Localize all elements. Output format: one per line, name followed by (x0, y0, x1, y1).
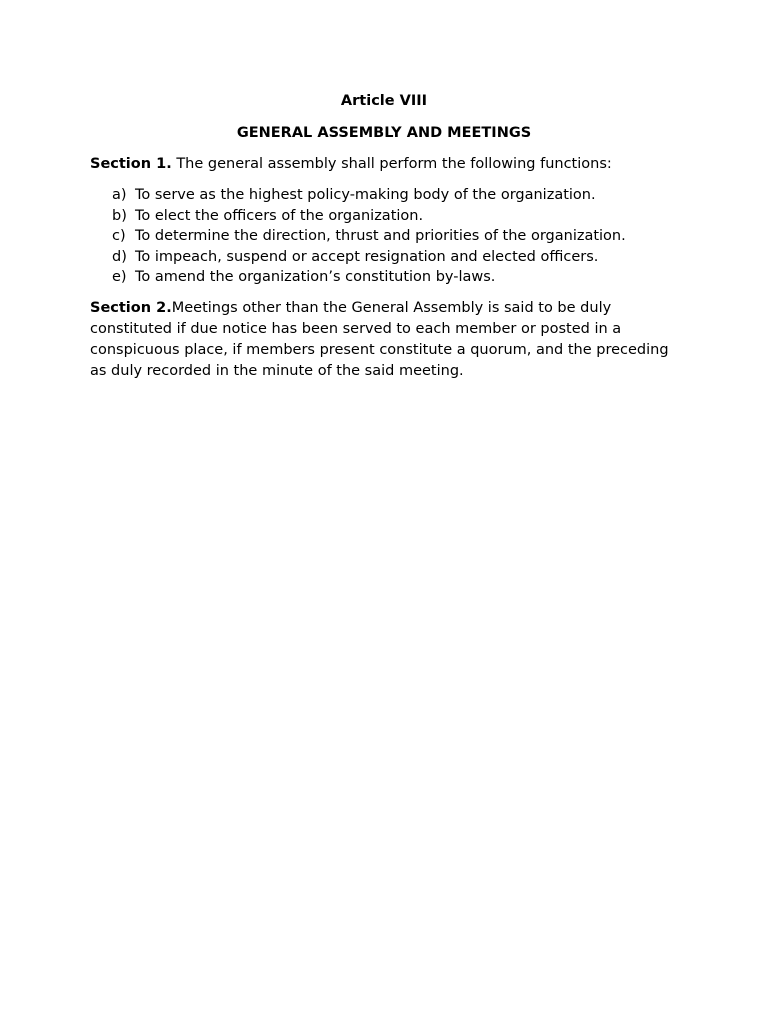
list-item-text: To determine the direction, thrust and priorities of the organization. (135, 228, 626, 245)
list-item-text: To elect the officers of the organization. (135, 207, 424, 224)
article-title: Article VIII (340, 93, 428, 109)
list-item-marker: c) (112, 228, 126, 245)
section-1-paragraph (90, 154, 678, 175)
section-2-heading: Section 2. (90, 299, 172, 316)
list-item (112, 206, 678, 227)
section-1-text: The general assembly shall perform the following functions: (171, 156, 612, 172)
list-item-marker: a) (112, 187, 127, 203)
section-2-text: Meetings other than the General Assembly is said to be duly constituted if due notice has been served to each member or posted in a conspicuous place, if members present constitute a quorum, and the preceding as duly recorded in the minute of the said meeting. (90, 299, 669, 379)
section-2-paragraph (90, 298, 678, 382)
list-item (112, 267, 678, 288)
list-item (112, 226, 678, 247)
article-subtitle: GENERAL ASSEMBLY AND MEETINGS (236, 125, 532, 141)
list-item (112, 247, 678, 268)
list-item-text: To impeach, suspend or accept resignation and elected officers. (135, 248, 599, 265)
list-item-text: To serve as the highest policy-making body of the organization. (135, 187, 596, 203)
list-item-text: To amend the organization’s constitution by-laws. (135, 269, 496, 286)
list-item-marker: e) (112, 269, 127, 286)
list-item-marker: d) (112, 248, 127, 265)
list-item (112, 185, 678, 206)
section-1-heading: Section 1. (90, 156, 172, 172)
list-item-marker: b) (112, 207, 127, 224)
document-page (90, 91, 678, 382)
functions-list (90, 185, 678, 288)
